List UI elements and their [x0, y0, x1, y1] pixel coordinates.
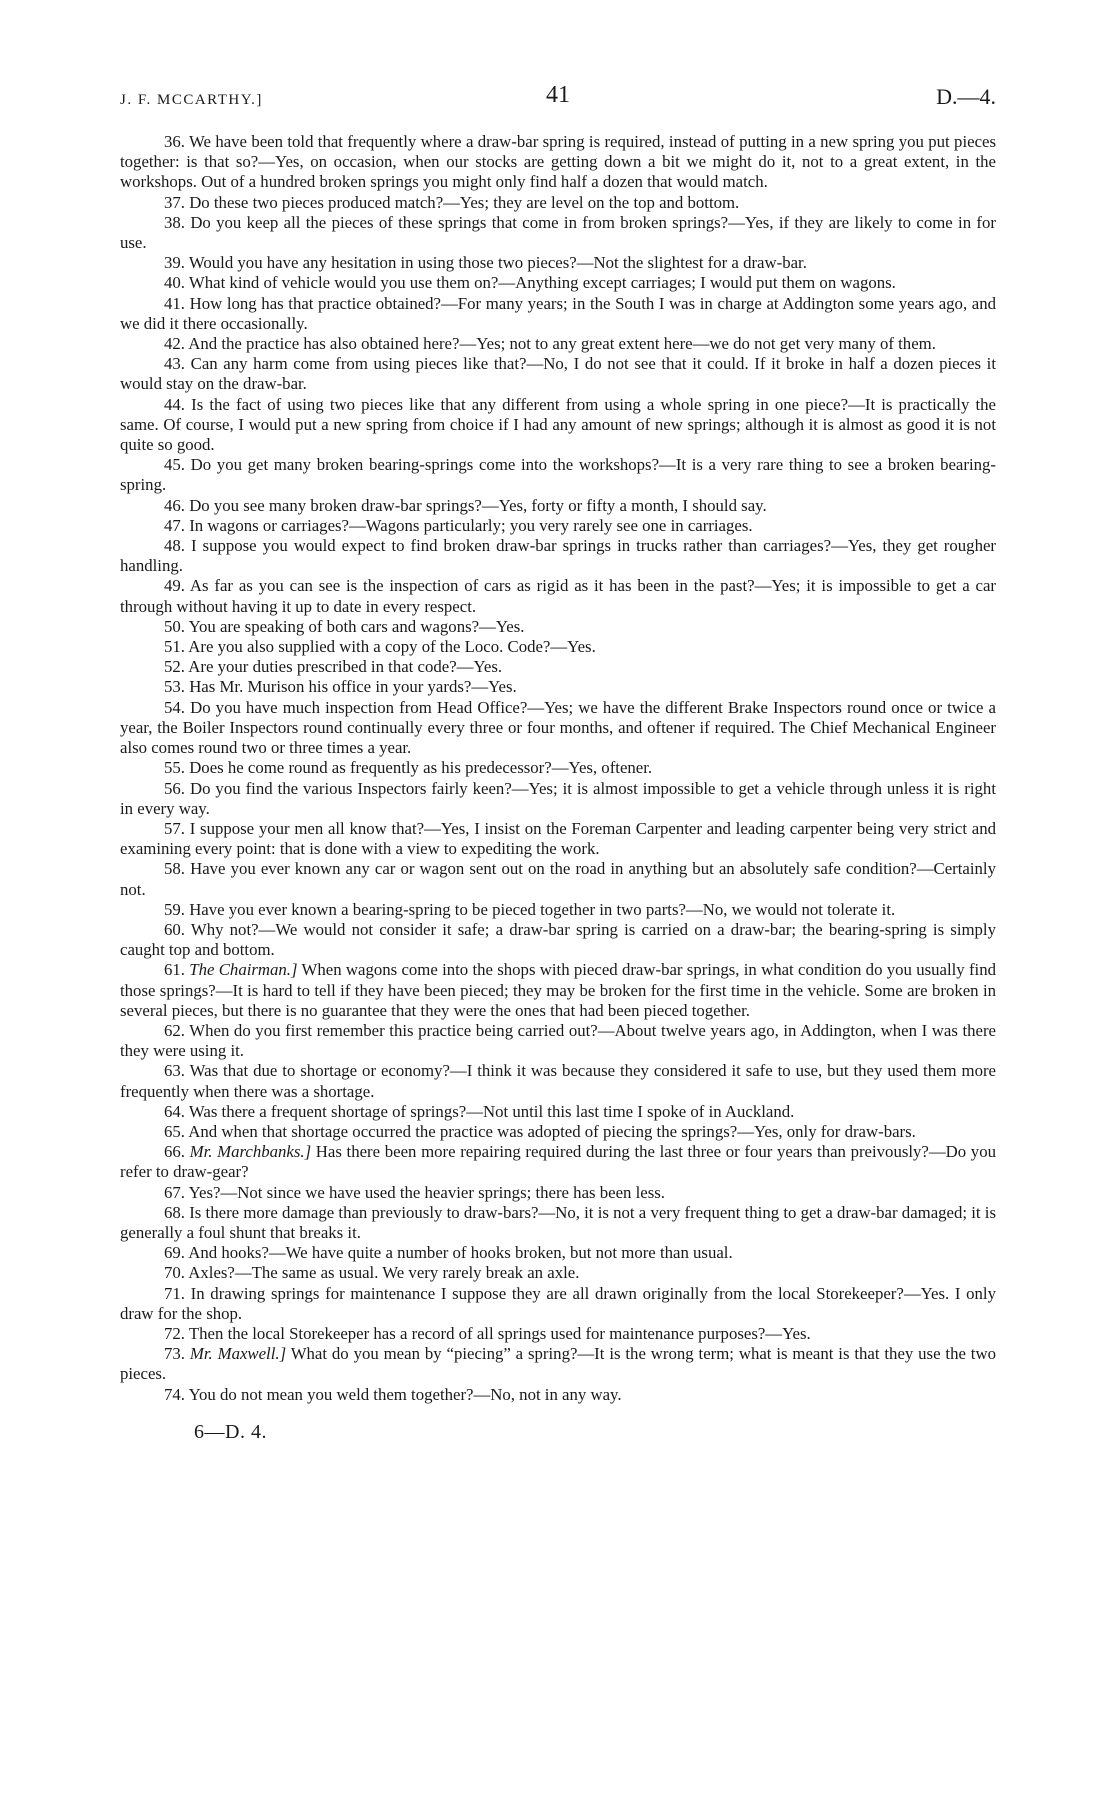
speaker-name: Mr. Marchbanks.] — [189, 1142, 312, 1162]
question-number: 63. — [164, 1061, 185, 1081]
question-paragraph — [120, 758, 996, 778]
question-answer-text: You do not mean you weld them together?—No, not in any way. — [188, 1384, 622, 1404]
question-answer-text: Has there been more repairing required during the last three or four years than preivously?—Do you refer to draw-gear? — [120, 1142, 996, 1182]
witness-name-header: J. F. MCCARTHY.] — [120, 92, 263, 108]
question-paragraph — [120, 1203, 996, 1243]
question-paragraph — [120, 576, 996, 616]
question-paragraph — [120, 677, 996, 697]
question-answer-text: Have you ever known any car or wagon sent out on the road in anything but an absolutely safe condition?—Certainly not. — [120, 859, 996, 899]
question-number: 62. — [164, 1020, 185, 1040]
question-paragraph — [120, 617, 996, 637]
question-answer-text: In wagons or carriages?—Wagons particularly; you very rarely see one in carriages. — [189, 515, 753, 535]
question-answer-text: In drawing springs for maintenance I suppose they are all drawn originally from the local Storekeeper?—Yes. I only draw for the shop. — [120, 1283, 996, 1323]
question-paragraph — [120, 900, 996, 920]
question-answer-text: Have you ever known a bearing-spring to be pieced together in two parts?—No, we would not tolerate it. — [189, 899, 896, 919]
question-number: 71. — [164, 1283, 185, 1303]
question-answer-text: Does he come round as frequently as his predecessor?—Yes, oftener. — [189, 758, 653, 778]
question-paragraph — [120, 132, 996, 193]
question-paragraph — [120, 1324, 996, 1344]
question-answer-text: Do you see many broken draw-bar springs?—Yes, forty or fifty a month, I should say. — [189, 495, 767, 515]
question-answer-text: Axles?—The same as usual. We very rarely break an axle. — [188, 1263, 580, 1283]
question-answer-text: What do you mean by “piecing” a spring?—It is the wrong term; what is meant is that they use the two pieces. — [120, 1344, 996, 1384]
question-answer-text: Do these two pieces produced match?—Yes; they are level on the top and bottom. — [189, 192, 740, 212]
question-paragraph — [120, 1344, 996, 1384]
question-number: 41. — [164, 293, 185, 313]
question-answer-text: When do you first remember this practice being carried out?—About twelve years ago, in Addington, when I was there they were using it. — [120, 1020, 996, 1061]
question-paragraph — [120, 334, 996, 354]
question-answer-text: I suppose you would expect to find broken draw-bar springs in trucks rather than carriages?—Yes, they get rougher handling. — [120, 536, 996, 576]
question-paragraph — [120, 1183, 996, 1203]
question-answer-text: As far as you can see is the inspection of cars as rigid as it has been in the past?—Yes; it is impossible to get a car through without having it up to date in every respect. — [120, 576, 996, 616]
question-paragraph — [120, 637, 996, 657]
question-answer-text: Was there a frequent shortage of springs?—Not until this last time I spoke of in Auckland. — [188, 1101, 795, 1121]
question-answer-text: Do you find the various Inspectors fairly keen?—Yes; it is almost impossible to get a vehicle through unless it is right in every way. — [120, 778, 996, 818]
question-paragraph — [120, 1102, 996, 1122]
question-answer-text: Are your duties prescribed in that code?—Yes. — [188, 657, 503, 677]
question-number: 44. — [164, 394, 185, 414]
question-number: 60. — [164, 919, 185, 939]
question-answer-text: How long has that practice obtained?—For many years; in the South I was in charge at Addington some years ago, and we did it there occasionally. — [120, 293, 996, 333]
question-answer-text: Was that due to shortage or economy?—I think it was because they considered it safe to use, but they used them more frequently when there was a shortage. — [120, 1061, 996, 1101]
question-paragraph — [120, 960, 996, 1021]
question-paragraph — [120, 516, 996, 536]
question-answer-text: Is there more damage than previously to draw-bars?—No, it is not a very frequent thing to get a draw-bar damaged; it is generally a foul shunt that breaks it. — [120, 1202, 996, 1242]
question-number: 74. — [164, 1384, 185, 1404]
question-paragraph — [120, 395, 996, 456]
question-number: 49. — [164, 576, 185, 596]
question-paragraph — [120, 253, 996, 273]
question-number: 37. — [164, 192, 185, 212]
question-answer-text: Yes?—Not since we have used the heavier springs; there has been less. — [188, 1182, 665, 1202]
question-answer-text: Can any harm come from using pieces like that?—No, I do not see that it could. If it broke in half a dozen pieces it would stay on the draw-bar. — [120, 354, 996, 394]
document-reference: D.—4. — [936, 84, 996, 109]
question-number: 70. — [164, 1263, 185, 1283]
question-number: 58. — [164, 859, 185, 879]
question-number: 72. — [164, 1323, 185, 1343]
question-answer-text: Why not?—We would not consider it safe; a draw-bar spring is carried on a draw-bar; the bearing-spring is simply caught top and bottom. — [120, 919, 996, 960]
question-number: 48. — [164, 536, 185, 556]
question-paragraph — [120, 496, 996, 516]
question-answer-text: And hooks?—We have quite a number of hooks broken, but not more than usual. — [188, 1243, 733, 1263]
question-number: 52. — [164, 657, 185, 677]
question-answer-text: Would you have any hesitation in using those two pieces?—Not the slightest for a draw-bar. — [188, 253, 807, 273]
question-number: 51. — [164, 637, 185, 657]
question-paragraph — [120, 1122, 996, 1142]
question-paragraph — [120, 1061, 996, 1101]
question-answer-text: And the practice has also obtained here?—Yes; not to any great extent here—we do not get very many of them. — [188, 334, 936, 354]
question-number: 59. — [164, 899, 185, 919]
question-paragraph — [120, 657, 996, 677]
question-number: 45. — [164, 455, 185, 475]
question-paragraph — [120, 213, 996, 253]
question-paragraph — [120, 1263, 996, 1283]
testimony-body — [120, 132, 996, 1405]
question-number: 67. — [164, 1182, 185, 1202]
question-number: 64. — [164, 1101, 185, 1121]
question-paragraph — [120, 294, 996, 334]
question-answer-text: I suppose your men all know that?—Yes, I insist on the Foreman Carpenter and leading carpenter being very strict and examining every point: that is done with a view to expediting the work. — [120, 818, 996, 859]
question-number: 54. — [164, 697, 185, 717]
question-paragraph — [120, 455, 996, 495]
question-answer-text: You are speaking of both cars and wagons?—Yes. — [188, 616, 525, 636]
question-number: 47. — [164, 515, 185, 535]
question-number: 38. — [164, 212, 185, 232]
question-number: 61. — [164, 960, 185, 980]
question-paragraph — [120, 920, 996, 960]
question-answer-text: When wagons come into the shops with pieced draw-bar springs, in what condition do you usually find those springs?—It is hard to tell if they have been pieced; they may be broken for the first time in the vehicle. Some are broken in several pieces, but there is no guarantee that they were the ones that had been pieced together. — [120, 960, 996, 1020]
question-number: 68. — [164, 1202, 185, 1222]
speaker-name: The Chairman.] — [189, 960, 298, 980]
question-answer-text: What kind of vehicle would you use them on?—Anything except carriages; I would put them on wagons. — [188, 273, 896, 293]
question-paragraph — [120, 1284, 996, 1324]
question-number: 46. — [164, 495, 185, 515]
question-number: 50. — [164, 616, 185, 636]
question-paragraph — [120, 698, 996, 759]
question-paragraph — [120, 1142, 996, 1182]
question-number: 42. — [164, 334, 185, 354]
question-number: 43. — [164, 354, 185, 374]
document-page — [120, 82, 997, 1444]
question-paragraph — [120, 354, 996, 394]
question-answer-text: Then the local Storekeeper has a record of all springs used for maintenance purposes?—Yes. — [188, 1323, 811, 1343]
question-number: 40. — [164, 273, 185, 293]
question-answer-text: Has Mr. Murison his office in your yards?—Yes. — [189, 677, 517, 697]
question-number: 66. — [164, 1142, 185, 1162]
speaker-name: Mr. Maxwell.] — [189, 1344, 287, 1364]
question-answer-text: Are you also supplied with a copy of the Loco. Code?—Yes. — [188, 637, 596, 657]
question-number: 55. — [164, 758, 185, 778]
page-header — [120, 82, 996, 132]
question-number: 36. — [164, 132, 185, 151]
question-paragraph — [120, 1385, 996, 1405]
question-number: 69. — [164, 1243, 185, 1263]
question-paragraph — [120, 193, 996, 213]
question-answer-text: Do you get many broken bearing-springs come into the workshops?—It is a very rare thing to see a broken bearing-spring. — [120, 455, 997, 495]
question-paragraph — [120, 779, 996, 819]
question-number: 39. — [164, 253, 185, 273]
question-paragraph — [120, 1021, 996, 1061]
question-paragraph — [120, 536, 996, 576]
question-answer-text: Do you keep all the pieces of these springs that come in from broken springs?—Yes, if they are likely to come in for use. — [120, 212, 996, 253]
question-paragraph — [120, 1243, 996, 1263]
question-paragraph — [120, 859, 996, 899]
question-answer-text: Is the fact of using two pieces like that any different from using a whole spring in one piece?—It is practically the same. Of course, I would put a new spring from choice if I had any amount of new springs; although it is almost as good it is not quite so good. — [120, 394, 996, 455]
question-number: 56. — [164, 778, 185, 798]
question-answer-text: And when that shortage occurred the practice was adopted of piecing the springs?—Yes, only for draw-bars. — [188, 1121, 916, 1141]
question-number: 73. — [164, 1344, 185, 1364]
question-number: 53. — [164, 677, 185, 697]
signature-mark: 6—D. 4. — [194, 1420, 267, 1443]
page-number: 41 — [546, 82, 570, 108]
question-number: 65. — [164, 1121, 185, 1141]
question-answer-text: Do you have much inspection from Head Office?—Yes; we have the different Brake Inspectors round once or twice a year, the Boiler Inspectors round continually every three or four months, and oftener if required. The Chief Mechanical Engineer also comes round two or three times a year. — [120, 697, 996, 758]
question-answer-text: We have been told that frequently where a draw-bar spring is required, instead of putting in a new spring you put pieces together: is that so?—Yes, on occasion, when our stocks are getting down a bit we might do it, not to a great extent, in the workshops. Out of a hundred broken springs you might only find half a dozen that would match. — [120, 132, 996, 192]
question-number: 57. — [164, 818, 185, 838]
question-paragraph — [120, 819, 996, 859]
question-paragraph — [120, 273, 996, 293]
